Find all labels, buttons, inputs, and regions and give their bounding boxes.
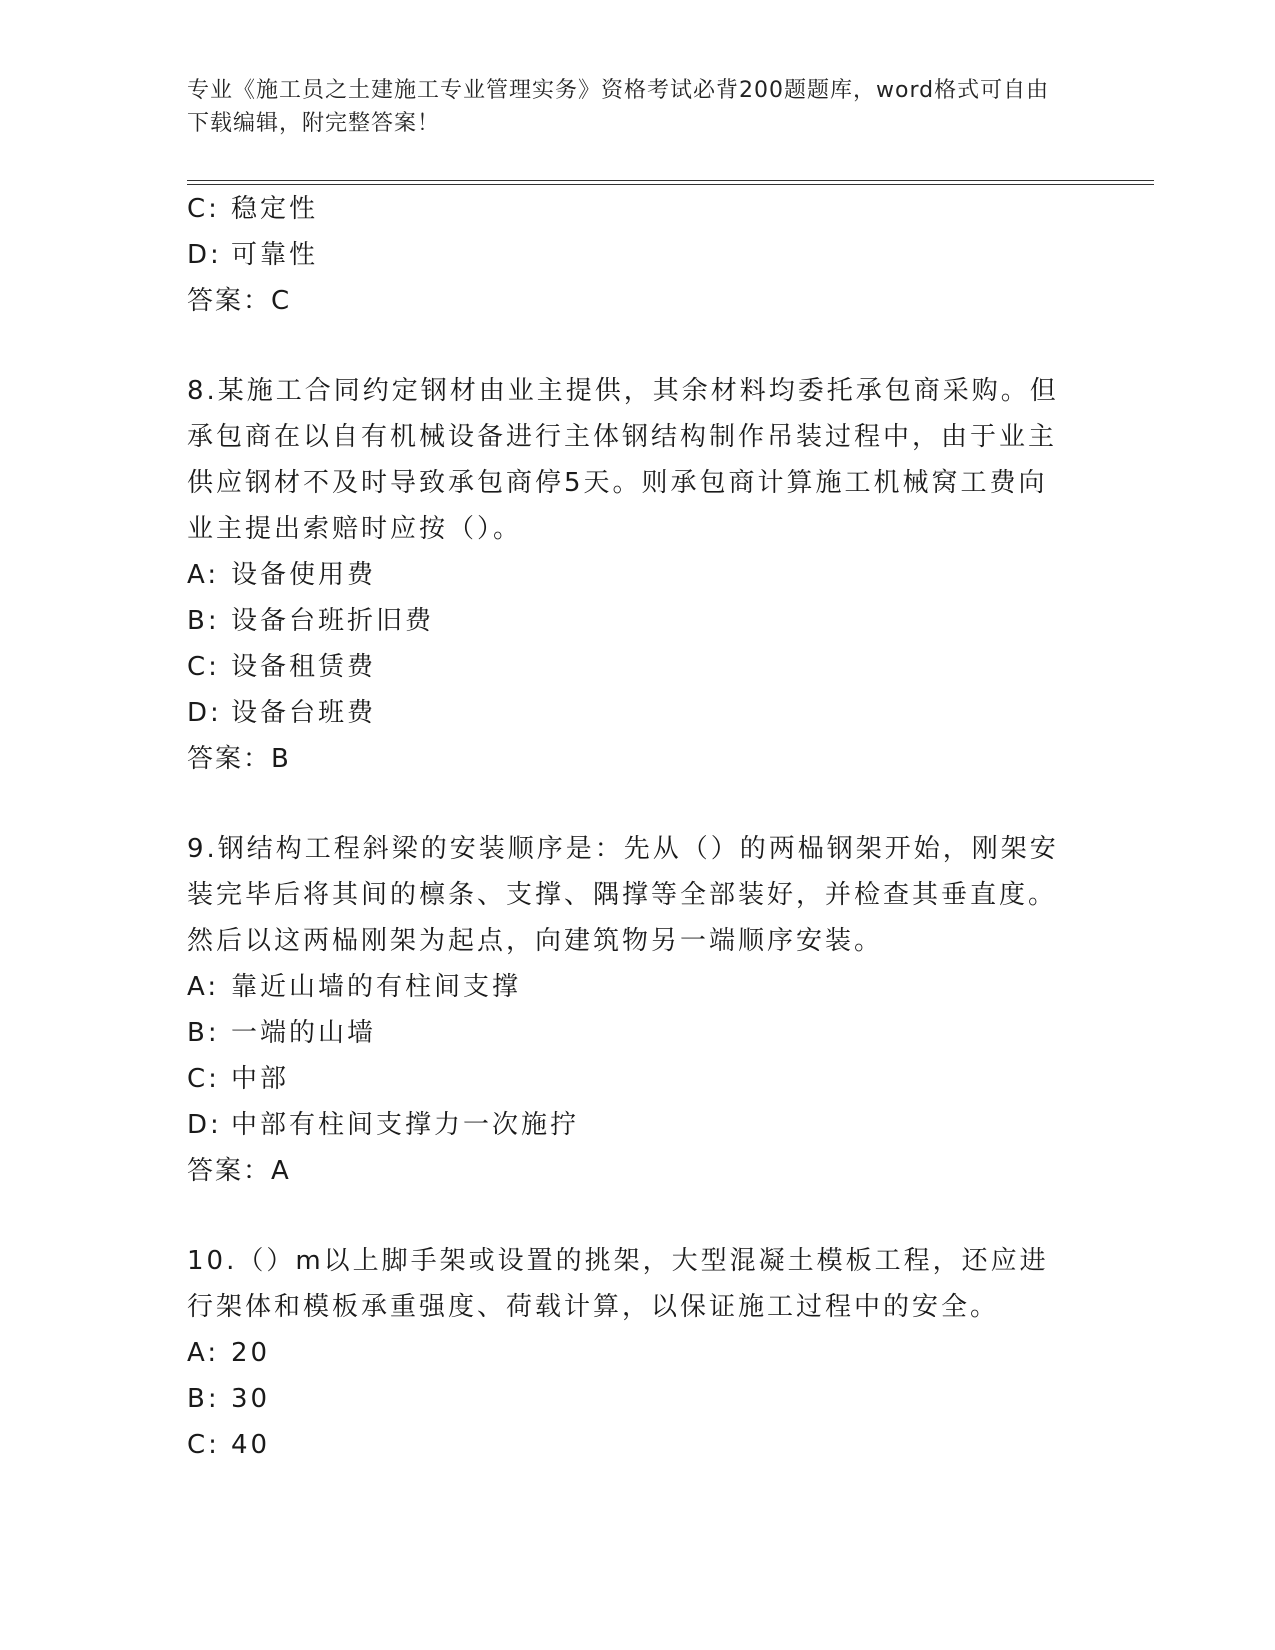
option-letter: A: [187,560,220,590]
option-letter: C: [187,1064,220,1094]
question-stem: 9.钢结构工程斜梁的安装顺序是：先从（）的两榀钢架开始，刚架安装完毕后将其间的檩条、支撑、隅撑等全部装好，并检查其垂直度。然后以这两榀刚架为起点，向建筑物另一端顺序安装。 [187,834,1059,956]
option-c [187,1422,1067,1468]
option-text: 30 [231,1384,271,1414]
question-stem: 10.（）m以上脚手架或设置的挑架，大型混凝土模板工程，还应进行架体和模板承重强度、荷载计算，以保证施工过程中的安全。 [187,1246,1049,1322]
answer-line: 答案：C [187,286,292,316]
option-letter: D: [187,698,222,728]
option-c [187,186,1067,232]
option-c [187,1056,1067,1102]
option-text: 可靠性 [231,240,319,270]
option-text: 一端的山墙 [231,1018,377,1048]
option-text: 靠近山墙的有柱间支撑 [231,972,522,1002]
previous-question-tail [187,186,1067,324]
option-b [187,598,1067,644]
answer-line: 答案：B [187,744,291,774]
option-letter: C: [187,652,220,682]
option-letter: D: [187,1110,222,1140]
option-text: 中部 [231,1064,290,1094]
option-text: 设备台班折旧费 [231,606,435,636]
option-text: 中部有柱间支撑力一次施拧 [231,1110,580,1140]
question-10 [187,1238,1067,1468]
document-header: 专业《施工员之土建施工专业管理实务》资格考试必背200题题库，word格式可自由下载编辑，附完整答案！ [187,78,1050,136]
option-a [187,964,1067,1010]
option-text: 稳定性 [231,194,319,224]
question-stem: 8.某施工合同约定钢材由业主提供，其余材料均委托承包商采购。但承包商在以自有机械设备进行主体钢结构制作吊装过程中，由于业主供应钢材不及时导致承包商停5天。则承包商计算施工机械窝工费向业主提出索赔时应按（）。 [187,376,1059,544]
option-letter: A: [187,972,220,1002]
header-divider-bottom [187,184,1154,185]
question-9 [187,826,1067,1194]
option-letter: C: [187,1430,220,1460]
option-letter: D: [187,240,222,270]
option-d [187,690,1067,736]
option-text: 设备租赁费 [231,652,377,682]
question-content [187,186,1067,1468]
option-text: 40 [231,1430,271,1460]
question-8 [187,368,1067,782]
option-letter: A: [187,1338,220,1368]
option-c [187,644,1067,690]
option-letter: B: [187,606,220,636]
option-d [187,1102,1067,1148]
header-divider-top [187,180,1154,181]
option-letter: B: [187,1018,220,1048]
option-text: 设备使用费 [231,560,377,590]
option-d [187,232,1067,278]
option-a [187,1330,1067,1376]
option-b [187,1376,1067,1422]
option-a [187,552,1067,598]
option-letter: B: [187,1384,220,1414]
answer-line: 答案：A [187,1156,291,1186]
option-text: 20 [231,1338,271,1368]
option-b [187,1010,1067,1056]
option-letter: C: [187,194,220,224]
option-text: 设备台班费 [231,698,377,728]
